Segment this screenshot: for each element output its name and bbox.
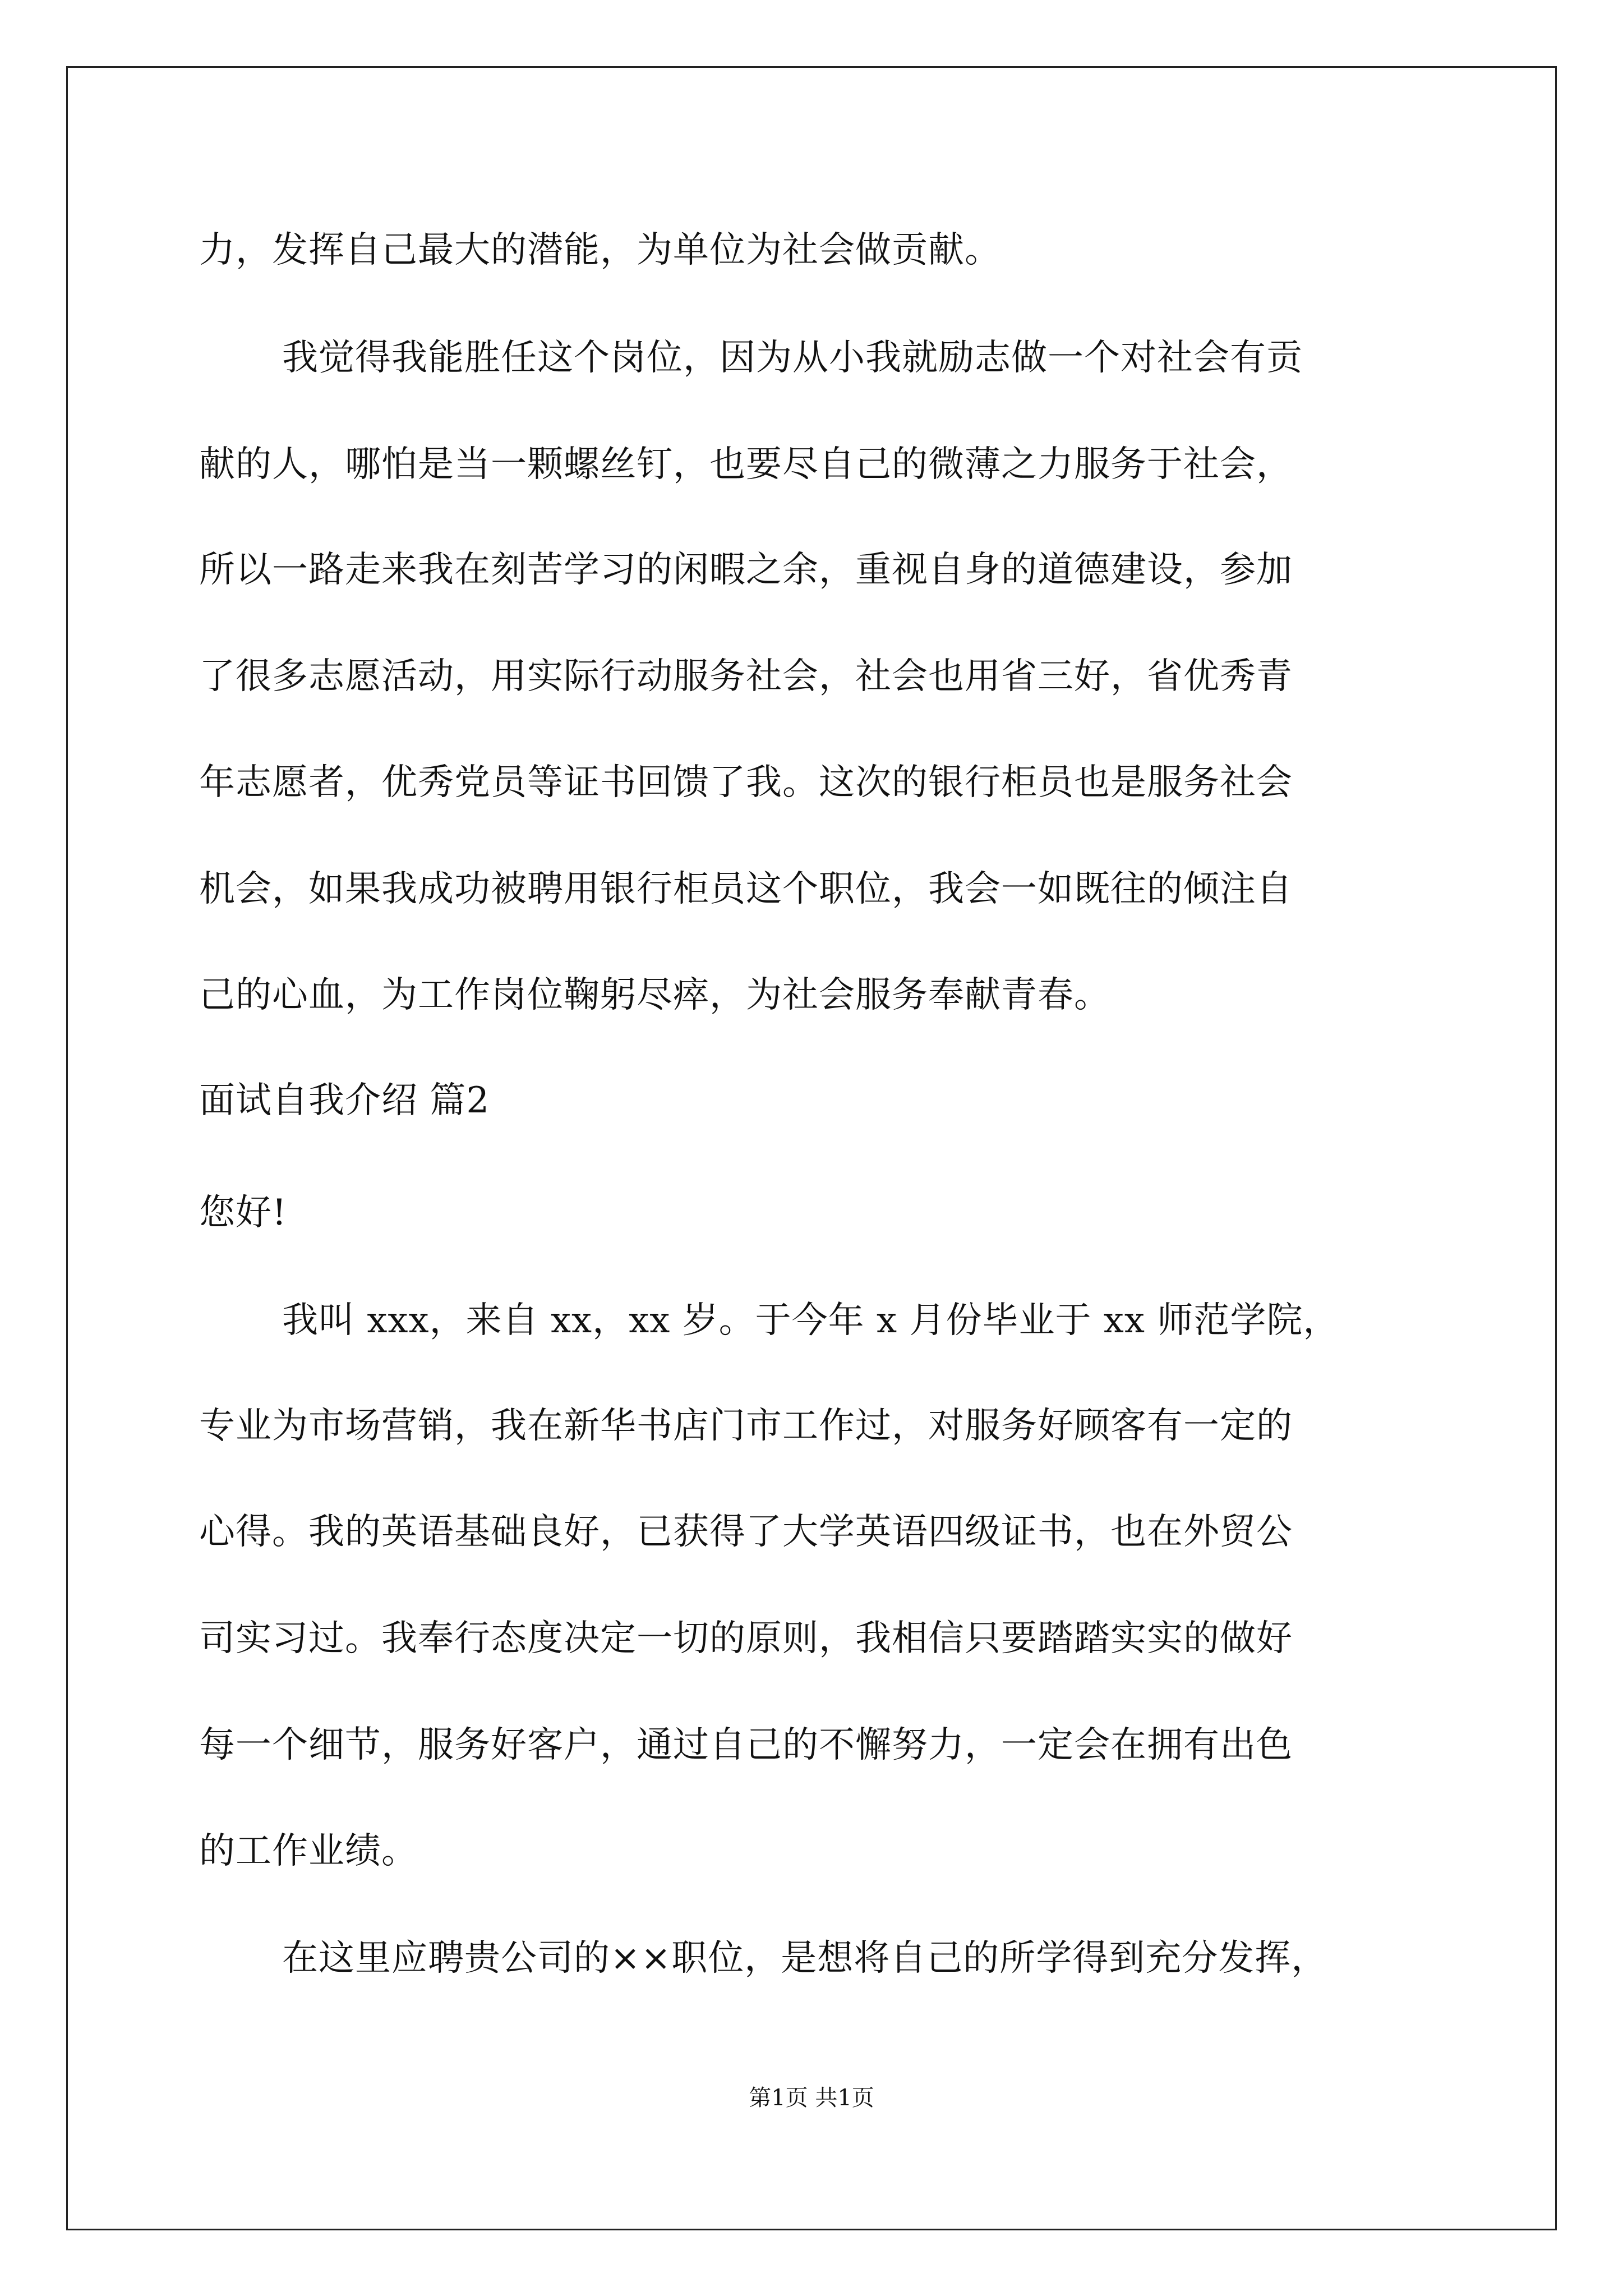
paragraph-line: 我觉得我能胜任这个岗位，因为从小我就励志做一个对社会有贡 (282, 337, 1303, 379)
paragraph-line: 司实习过。我奉行态度决定一切的原则，我相信只要踏踏实实的做好 (199, 1618, 1293, 1659)
paragraph-line: 在这里应聘贵公司的××职位，是想将自己的所学得到充分发挥， (282, 1938, 1328, 1979)
page-number-footer: 第1页 共1页 (749, 2085, 874, 2111)
paragraph-line: 了很多志愿活动，用实际行动服务社会，社会也用省三好，省优秀青 (199, 656, 1293, 697)
paragraph-line: 己的心血，为工作岗位鞠躬尽瘁，为社会服务奉献青春。 (199, 974, 1110, 1016)
page-border (66, 66, 1557, 2230)
paragraph-line: 的工作业绩。 (199, 1830, 418, 1872)
paragraph-line: 专业为市场营销，我在新华书店门市工作过，对服务好顾客有一定的 (199, 1405, 1293, 1447)
paragraph-line: 每一个细节，服务好客户，通过自己的不懈努力，一定会在拥有出色 (199, 1724, 1293, 1766)
paragraph-line: 力，发挥自己最大的潜能，为单位为社会做贡献。 (199, 229, 1001, 271)
paragraph-line: 所以一路走来我在刻苦学习的闲暇之余，重视自身的道德建设，参加 (199, 549, 1293, 591)
paragraph-line: 年志愿者，优秀党员等证书回馈了我。这次的银行柜员也是服务社会 (199, 762, 1293, 803)
section-heading: 面试自我介绍 篇2 (199, 1080, 490, 1121)
paragraph-line: 我叫 xxx，来自 xx，xx 岁。于今年 x 月份毕业于 xx 师范学院， (282, 1300, 1340, 1341)
paragraph-line: 献的人，哪怕是当一颗螺丝钉，也要尽自己的微薄之力服务于社会， (199, 444, 1293, 485)
paragraph-line: 机会，如果我成功被聘用银行柜员这个职位，我会一如既往的倾注自 (199, 868, 1293, 910)
paragraph-line: 心得。我的英语基础良好，已获得了大学英语四级证书，也在外贸公 (199, 1511, 1293, 1553)
greeting: 您好! (199, 1192, 287, 1234)
